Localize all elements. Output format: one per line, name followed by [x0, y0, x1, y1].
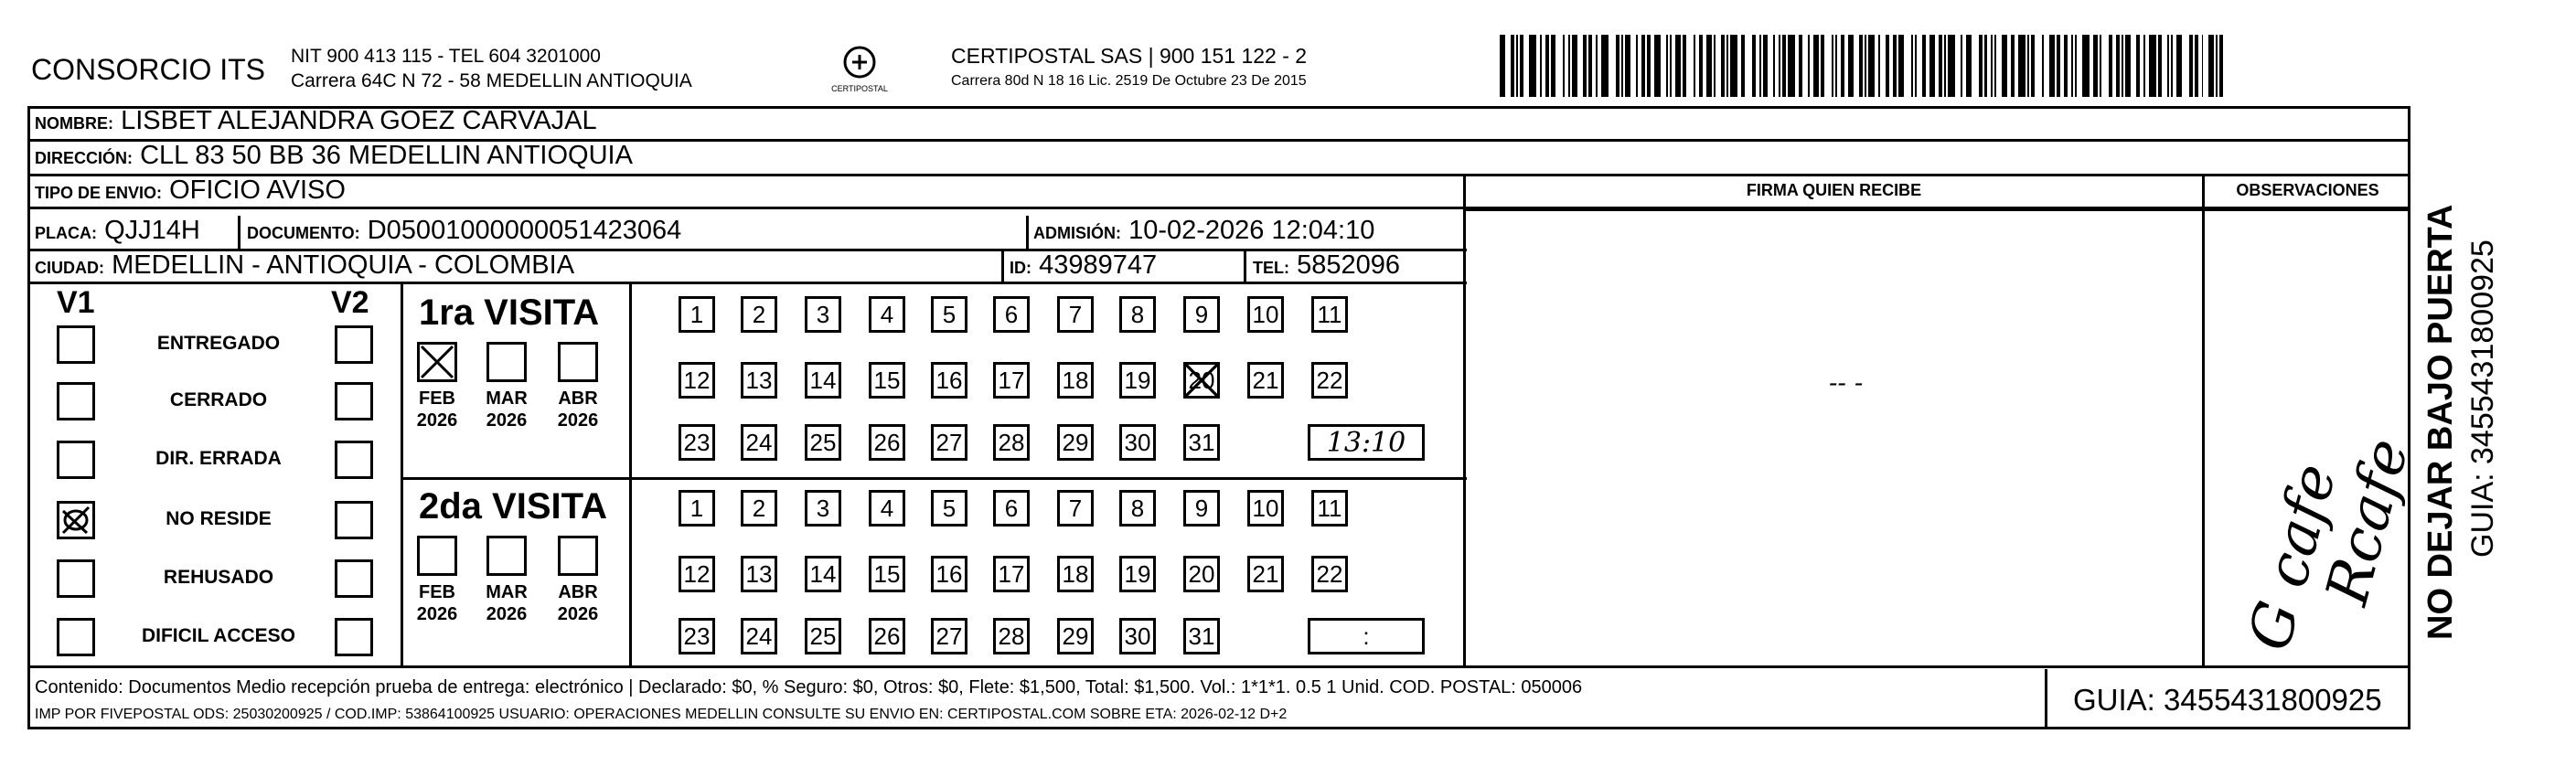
first-visit-day-22[interactable]: 22 [1311, 362, 1348, 399]
month-year: 2026 [557, 410, 599, 431]
second-visit-day-28[interactable]: 28 [993, 618, 1030, 654]
v2-header: V2 [331, 285, 369, 320]
barcode-bar [2057, 35, 2060, 97]
nombre-value: LISBET ALEJANDRA GOEZ CARVAJAL [121, 106, 597, 135]
contents-line: Contenido: Documentos Medio recepción prueba de entrega: electrónico | Declarado: $0, % Seguro: $0, Otros: $0, Flete: $1,500, Total: $1,500. Vol.: 1*1*1. 0.5 1 Unid. COD. POSTAL: 050006 [35, 677, 1583, 697]
company-contact [291, 44, 692, 93]
first-visit-day-20[interactable]: 20 [1183, 362, 1220, 399]
tipo-row [35, 176, 346, 206]
barcode-bar [1832, 35, 1833, 97]
barcode-bar [1670, 35, 1672, 97]
tipo-value: OFICIO AVISO [169, 176, 346, 205]
first-visit-day-4[interactable]: 4 [869, 296, 905, 333]
first-visit-day-19[interactable]: 19 [1119, 362, 1156, 399]
month-name: FEB [419, 582, 455, 602]
barcode-bar [2189, 35, 2193, 97]
barcode-bar [1511, 35, 1514, 97]
barcode-bar [2208, 35, 2214, 97]
id-label: ID: [1010, 259, 1031, 277]
barcode-bar [2167, 35, 2169, 97]
status-v1-checkbox[interactable] [57, 325, 95, 364]
nombre-label: NOMBRE: [35, 114, 113, 133]
barcode-bar [2136, 35, 2140, 97]
barcode-bar [1759, 35, 1761, 97]
barcode-bar [1621, 35, 1623, 97]
second-visit-day-22[interactable]: 22 [1311, 556, 1348, 592]
barcode-bar [2049, 35, 2055, 97]
second-visit-day-31[interactable]: 31 [1183, 618, 1220, 654]
ciudad-field [35, 250, 574, 281]
barcode-bar [2202, 35, 2204, 97]
month-name: ABR [558, 582, 598, 602]
barcode-bar [1545, 35, 1549, 97]
first-visit-day-9[interactable]: 9 [1183, 296, 1220, 333]
second-visit-month-checkbox[interactable] [558, 536, 598, 576]
barcode-bar [1915, 35, 1917, 97]
barcode-bar [1675, 35, 1681, 97]
first-visit-day-27[interactable]: 27 [931, 424, 967, 461]
month-year: 2026 [486, 604, 528, 624]
first-visit-day-31[interactable]: 31 [1183, 424, 1220, 461]
second-visit-day-5[interactable]: 5 [931, 490, 967, 527]
barcode-bar [1666, 35, 1668, 97]
divider [401, 477, 1467, 480]
side-guia: GUIA: 3455431800925 [2465, 239, 2500, 558]
divider [27, 174, 2410, 176]
direccion-value: CLL 83 50 BB 36 MEDELLIN ANTIOQUIA [140, 141, 633, 170]
second-visit-day-12[interactable]: 12 [679, 556, 715, 592]
placa-label: PLACA: [35, 224, 97, 242]
divider [1001, 249, 1004, 283]
status-label: ENTREGADO [156, 333, 281, 354]
second-visit-day-25[interactable]: 25 [805, 618, 841, 654]
second-visit-day-21[interactable]: 21 [1247, 556, 1284, 592]
barcode-bar [2158, 35, 2162, 97]
id-field [1010, 250, 1157, 281]
first-visit-day-18[interactable]: 18 [1057, 362, 1094, 399]
status-v1-checkbox[interactable] [57, 618, 95, 656]
barcode-bar [1540, 35, 1542, 97]
status-label: DIR. ERRADA [155, 448, 282, 469]
second-visit-title: 2da VISITA [419, 486, 607, 527]
first-visit-month-label [410, 388, 465, 431]
barcode-bar [1647, 35, 1651, 97]
month-year: 2026 [416, 410, 458, 431]
barcode-bar [1654, 35, 1662, 97]
status-v1-checkbox[interactable] [57, 382, 95, 420]
barcode-bar [1520, 35, 1523, 97]
barcode-bar [1706, 35, 1712, 97]
barcode-bar [1878, 35, 1880, 97]
barcode-bar [1929, 35, 1935, 97]
barcode-bar [1835, 35, 1837, 97]
barcode-bar [1944, 35, 1946, 97]
barcode-bar [2176, 35, 2182, 97]
barcode-bar [1741, 35, 1745, 97]
barcode-bar [1911, 35, 1913, 97]
barcode-bar [1616, 35, 1619, 97]
direccion-label: DIRECCIÓN: [35, 149, 133, 167]
status-v2-checkbox[interactable] [335, 501, 373, 539]
barcode-bar [1898, 35, 1904, 97]
status-label: REHUSADO [163, 567, 274, 588]
status-v2-checkbox[interactable] [335, 325, 373, 364]
certipostal-logo [828, 40, 892, 102]
barcode-bar [2064, 35, 2068, 97]
barcode-bar [1625, 35, 1630, 97]
observaciones-header: OBSERVACIONES [2236, 181, 2379, 199]
ciudad-label: CIUDAD: [35, 259, 104, 277]
first-visit-day-13[interactable]: 13 [741, 362, 777, 399]
status-v1-checkbox[interactable] [57, 441, 95, 479]
month-name: ABR [558, 388, 598, 409]
status-v1-checkbox[interactable] [57, 501, 95, 539]
barcode-bar [2149, 35, 2156, 97]
barcode-bar [2143, 35, 2145, 97]
obs-handwriting-2: Rcafe [2314, 431, 2423, 612]
status-v2-checkbox[interactable] [335, 618, 373, 656]
first-visit-day-16[interactable]: 16 [931, 362, 967, 399]
second-visit-day-7[interactable]: 7 [1057, 490, 1094, 527]
first-visit-month-checkbox[interactable] [417, 342, 457, 382]
barcode-bar [1601, 35, 1609, 97]
barcode-bar [1808, 35, 1810, 97]
barcode-bar [1714, 35, 1716, 97]
month-name: FEB [419, 388, 455, 409]
barcode-bar [1752, 35, 1756, 97]
first-visit-time-box[interactable]: 13:10 [1308, 424, 1425, 461]
divider [27, 665, 2410, 668]
admision-value: 10-02-2026 12:04:10 [1128, 216, 1375, 245]
placa-value: QJJ14H [104, 216, 200, 245]
first-visit-day-29[interactable]: 29 [1057, 424, 1094, 461]
month-year: 2026 [486, 410, 528, 431]
barcode-bar [2219, 35, 2223, 97]
barcode-bar [2195, 35, 2198, 97]
admision-label: ADMISIÓN: [1033, 224, 1121, 242]
barcode-bar [1572, 35, 1577, 97]
first-visit-day-6[interactable]: 6 [993, 296, 1030, 333]
first-visit-day-8[interactable]: 8 [1119, 296, 1156, 333]
certi-line1: CERTIPOSTAL SAS | 900 151 122 - 2 [951, 44, 1308, 68]
second-visit-day-8[interactable]: 8 [1119, 490, 1156, 527]
documento-field [247, 216, 681, 246]
barcode-bar [2002, 35, 2007, 97]
barcode-bar [1994, 35, 1996, 97]
second-visit-day-15[interactable]: 15 [869, 556, 905, 592]
second-visit-day-24[interactable]: 24 [741, 618, 777, 654]
first-visit-day-10[interactable]: 10 [1247, 296, 1284, 333]
barcode-bar [1730, 35, 1737, 97]
second-visit-day-23[interactable]: 23 [679, 618, 715, 654]
barcode-bar [1848, 35, 1854, 97]
second-visit-month-label [550, 581, 605, 625]
barcode-bar [1991, 35, 1993, 97]
first-visit-day-11[interactable]: 11 [1311, 296, 1348, 333]
first-visit-day-30[interactable]: 30 [1119, 424, 1156, 461]
address-line: Carrera 64C N 72 - 58 MEDELLIN ANTIOQUIA [291, 70, 692, 91]
barcode-bar [1966, 35, 1972, 97]
second-visit-day-10[interactable]: 10 [1247, 490, 1284, 527]
guia-number: GUIA: 3455431800925 [2045, 669, 2410, 729]
direccion-row [35, 141, 633, 171]
nombre-row [35, 106, 597, 136]
second-visit-day-29[interactable]: 29 [1057, 618, 1094, 654]
barcode-bar [2042, 35, 2044, 97]
barcode-bar [1563, 35, 1565, 97]
second-visit-day-1[interactable]: 1 [679, 490, 715, 527]
barcode-bar [2075, 35, 2077, 97]
tel-label: TEL: [1253, 259, 1289, 277]
first-visit-day-28[interactable]: 28 [993, 424, 1030, 461]
status-v1-checkbox[interactable] [57, 559, 95, 598]
barcode-bar [2109, 35, 2112, 97]
barcode-bar [2100, 35, 2101, 97]
documento-value: D05001000000051423064 [367, 216, 682, 245]
first-visit-day-3[interactable]: 3 [805, 296, 841, 333]
first-visit-day-17[interactable]: 17 [993, 362, 1030, 399]
first-visit-day-21[interactable]: 21 [1247, 362, 1284, 399]
second-visit-day-14[interactable]: 14 [805, 556, 841, 592]
barcode-bar [1636, 35, 1638, 97]
barcode-bar [2082, 35, 2090, 97]
barcode-bar [1694, 35, 1695, 97]
barcode-bar [2122, 35, 2123, 97]
barcode-bar [1886, 35, 1889, 97]
second-visit-day-9[interactable]: 9 [1183, 490, 1220, 527]
second-visit-month-label [410, 581, 465, 625]
barcode-bar [1596, 35, 1598, 97]
divider [401, 282, 403, 665]
barcode-bar [2011, 35, 2015, 97]
barcode-bar [1699, 35, 1703, 97]
first-visit-day-25[interactable]: 25 [805, 424, 841, 461]
first-visit-day-14[interactable]: 14 [805, 362, 841, 399]
second-visit-day-2[interactable]: 2 [741, 490, 777, 527]
barcode-bar [1813, 35, 1819, 97]
second-visit-month-checkbox[interactable] [486, 536, 527, 576]
barcode-bar [2216, 35, 2218, 97]
second-visit-day-11[interactable]: 11 [1311, 490, 1348, 527]
divider [27, 282, 1467, 284]
ciudad-value: MEDELLIN - ANTIOQUIA - COLOMBIA [112, 250, 575, 280]
month-year: 2026 [416, 604, 458, 624]
tel-value: 5852096 [1297, 250, 1400, 280]
status-label: DIFICIL ACCESO [141, 625, 295, 646]
barcode-bar [1726, 35, 1728, 97]
divider [1463, 174, 1466, 667]
barcode-bar [2031, 35, 2035, 97]
month-name: MAR [486, 582, 528, 602]
barcode-bar [2125, 35, 2131, 97]
barcode-bar [1568, 35, 1570, 97]
id-value: 43989747 [1039, 250, 1158, 280]
first-visit-day-7[interactable]: 7 [1057, 296, 1094, 333]
status-label: CERRADO [169, 389, 268, 410]
company-name: CONSORCIO ITS [31, 53, 266, 86]
tipo-label: TIPO DE ENVIO: [35, 184, 163, 202]
barcode-bar [1939, 35, 1942, 97]
first-visit-day-26[interactable]: 26 [869, 424, 905, 461]
first-visit-day-23[interactable]: 23 [679, 424, 715, 461]
status-v2-checkbox[interactable] [335, 441, 373, 479]
firma-header: FIRMA QUIEN RECIBE [1746, 181, 1922, 199]
barcode-bar [1641, 35, 1645, 97]
barcode-bar [1948, 35, 1955, 97]
barcode-bar [1588, 35, 1592, 97]
month-name: MAR [486, 388, 528, 409]
second-visit-day-4[interactable]: 4 [869, 490, 905, 527]
print-info-line: IMP POR FIVEPOSTAL ODS: 25030200925 / COD.IMP: 53864100925 USUARIO: OPERACIONES MEDELLIN CONSULTE SU ENVIO EN: CERTIPOSTAL.COM SOBRE ETA: 2026-02-12 D+2 [35, 707, 1288, 722]
logo-text: CERTIPOSTAL [831, 84, 888, 93]
documento-label: DOCUMENTO: [247, 224, 360, 242]
obs-handwriting-1: G cafe [2236, 457, 2351, 658]
barcode-bar [1922, 35, 1926, 97]
second-visit-time-box[interactable]: : [1308, 618, 1425, 654]
divider [1244, 249, 1246, 283]
v1-header: V1 [57, 285, 95, 320]
divider [238, 216, 240, 250]
second-visit-month-label [479, 581, 534, 625]
firma-mark: -- - [1829, 367, 1864, 398]
second-visit-day-27[interactable]: 27 [931, 618, 967, 654]
admision-field [1033, 216, 1374, 246]
first-visit-day-15[interactable]: 15 [869, 362, 905, 399]
tel-field [1253, 250, 1400, 281]
second-visit-day-30[interactable]: 30 [1119, 618, 1156, 654]
barcode-bar [1721, 35, 1725, 97]
first-visit-day-12[interactable]: 12 [679, 362, 715, 399]
first-visit-month-label [550, 388, 605, 431]
barcode-bar [1500, 35, 1505, 97]
barcode-bar [1788, 35, 1795, 97]
barcode-bar [1583, 35, 1587, 97]
second-visit-day-3[interactable]: 3 [805, 490, 841, 527]
first-visit-day-5[interactable]: 5 [931, 296, 967, 333]
second-visit-day-16[interactable]: 16 [931, 556, 967, 592]
first-visit-title: 1ra VISITA [419, 293, 600, 333]
barcode-bar [2171, 35, 2173, 97]
barcode-bar [1683, 35, 1686, 97]
barcode [1500, 35, 2227, 97]
first-visit-month-checkbox[interactable] [486, 342, 527, 382]
barcode-bar [1984, 35, 1988, 97]
barcode-bar [1516, 35, 1518, 97]
barcode-bar [1799, 35, 1802, 97]
barcode-bar [1865, 35, 1866, 97]
barcode-bar [1551, 35, 1556, 97]
barcode-bar [1782, 35, 1786, 97]
barcode-bar [1893, 35, 1897, 97]
barcode-bar [1529, 35, 1536, 97]
first-visit-day-1[interactable]: 1 [679, 296, 715, 333]
second-visit-month-checkbox[interactable] [417, 536, 457, 576]
barcode-bar [2071, 35, 2073, 97]
second-visit-day-13[interactable]: 13 [741, 556, 777, 592]
second-visit-day-18[interactable]: 18 [1057, 556, 1094, 592]
second-visit-day-26[interactable]: 26 [869, 618, 905, 654]
barcode-bar [1979, 35, 1983, 97]
side-warning: NO DEJAR BAJO PUERTA [2421, 204, 2460, 640]
divider [1026, 216, 1029, 250]
barcode-bar [1821, 35, 1824, 97]
barcode-bar [1763, 35, 1769, 97]
barcode-bar [1859, 35, 1863, 97]
status-v2-checkbox[interactable] [335, 559, 373, 598]
second-visit-day-17[interactable]: 17 [993, 556, 1030, 592]
barcode-bar [2116, 35, 2120, 97]
barcode-bar [2027, 35, 2029, 97]
second-visit-day-20[interactable]: 20 [1183, 556, 1220, 592]
barcode-bar [1779, 35, 1780, 97]
barcode-bar [2018, 35, 2026, 97]
barcode-bar [1868, 35, 1876, 97]
barcode-bar [2093, 35, 2099, 97]
divider [2202, 174, 2205, 667]
nit-line: NIT 900 413 115 - TEL 604 3201000 [291, 46, 601, 67]
first-visit-day-24[interactable]: 24 [741, 424, 777, 461]
second-visit-day-19[interactable]: 19 [1119, 556, 1156, 592]
status-v2-checkbox[interactable] [335, 382, 373, 420]
first-visit-month-checkbox[interactable] [558, 342, 598, 382]
first-visit-month-label [479, 388, 534, 431]
placa-field [35, 216, 200, 246]
month-year: 2026 [557, 604, 599, 624]
barcode-bar [1841, 35, 1844, 97]
certipostal-info [951, 44, 1307, 93]
barcode-bar [1961, 35, 1962, 97]
certi-line2: Carrera 80d N 18 16 Lic. 2519 De Octubre 23 De 2015 [951, 73, 1307, 89]
first-visit-day-2[interactable]: 2 [741, 296, 777, 333]
second-visit-day-6[interactable]: 6 [993, 490, 1030, 527]
divider [629, 282, 632, 665]
divider [1463, 208, 2410, 211]
status-label: NO RESIDE [166, 508, 272, 529]
barcode-bar [1773, 35, 1775, 97]
